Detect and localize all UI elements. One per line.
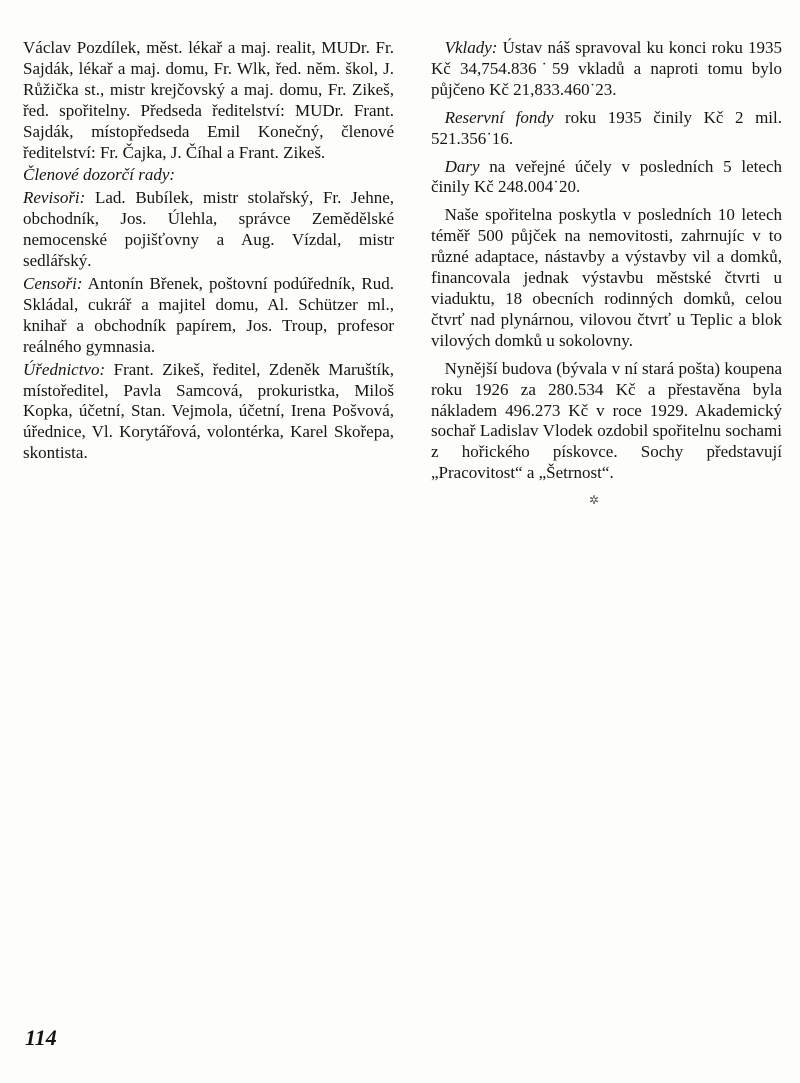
staff-label: Úřednictvo: [23,359,106,379]
left-column [23,38,394,464]
supervisory-board-heading: Členové dozorčí rady: [23,165,176,185]
reserve-funds-text: roku 1935 činily Kč 2 mil. 521.356˙16. [431,107,782,148]
censors-paragraph [23,274,394,358]
deposits-text: Ústav náš spravoval ku konci roku 1935 Kč 34,754.836˙59 vkladů a naproti tomu bylo půjčeno Kč 21,833.460˙23. [431,38,782,99]
staff-paragraph [23,360,394,465]
board-paragraph: Václav Pozdílek, měst. lékař a maj. realit, MUDr. Fr. Sajdák, lékař a maj. domu, Fr. Wlk, řed. něm. škol, J. Růžička st., mistr krejčovský a maj. domu, Fr. Zikeš, řed. spořitelny. Předseda ředitelství: MUDr. Frant. Sajdák, místopředseda Emil Konečný, členové ředitelství: Fr. Čajka, J. Číhal a Frant. Zikeš. [23,38,394,162]
auditors-text: Lad. Bubílek, mistr stolařský, Fr. Jehne, obchodník, Jos. Úlehla, správce Zemědělské nemocenské pojišťovny a Aug. Vízdal, mistr sedlářský. [23,188,394,271]
building-paragraph: Nynější budova (bývala v ní stará pošta) koupena roku 1926 za 280.534 Kč a přestavěna byla nákladem 496.273 Kč v roce 1929. Akademický sochař Ladislav Vlodek ozdobil spořitelnu sochami z hořického pískovce. Sochy představují „Pracovitost“ a „Šetrnost“. [431,358,782,483]
reserve-funds-label: Reservní fondy [444,107,554,127]
deposits-label: Vklady: [444,38,498,57]
censors-label: Censoři: [23,273,83,293]
deposits-paragraph [431,38,782,101]
reserve-funds-paragraph [431,108,782,150]
auditors-label: Revisoři: [23,188,86,208]
loans-paragraph: Naše spořitelna poskytla v posledních 10 letech téměř 500 půjček na nemovitosti, zahrnujíc v to různé adaptace, nástavby a výstavby vil a domků, financovala jednak výstavbu městské čtvrti u viaduktu, 18 obecních rodinných domků, celou čtvrť nad plynárnou, vilovou čtvrť u Teplic a blok vilových domků u sokolovny. [431,205,782,350]
donations-text: na veřejné účely v posledních 5 letech činily Kč 248.004˙20. [431,156,782,197]
asterism-ornament-icon: ✲ [589,493,600,507]
donations-paragraph [431,157,782,199]
donations-label: Dary [444,156,480,176]
auditors-paragraph [23,188,394,272]
staff-text: Frant. Zikeš, ředitel, Zdeněk Maruštík, místoředitel, Pavla Samcová, prokuristka, Miloš Kopka, účetní, Stan. Vejmola, účetní, Irena Pošvová, úřednice, Vl. Korytářová, volontérka, Karel Skořepa, skontista. [23,359,394,463]
page-number: 114 [25,1025,57,1050]
censors-text: Antonín Břenek, poštovní podúředník, Rud. Skládal, cukrář a majitel domu, Al. Schützer ml., knihař a obchodník papírem, Jos. Troup, profesor reálného gymnasia. [23,273,394,356]
right-column [431,38,782,484]
